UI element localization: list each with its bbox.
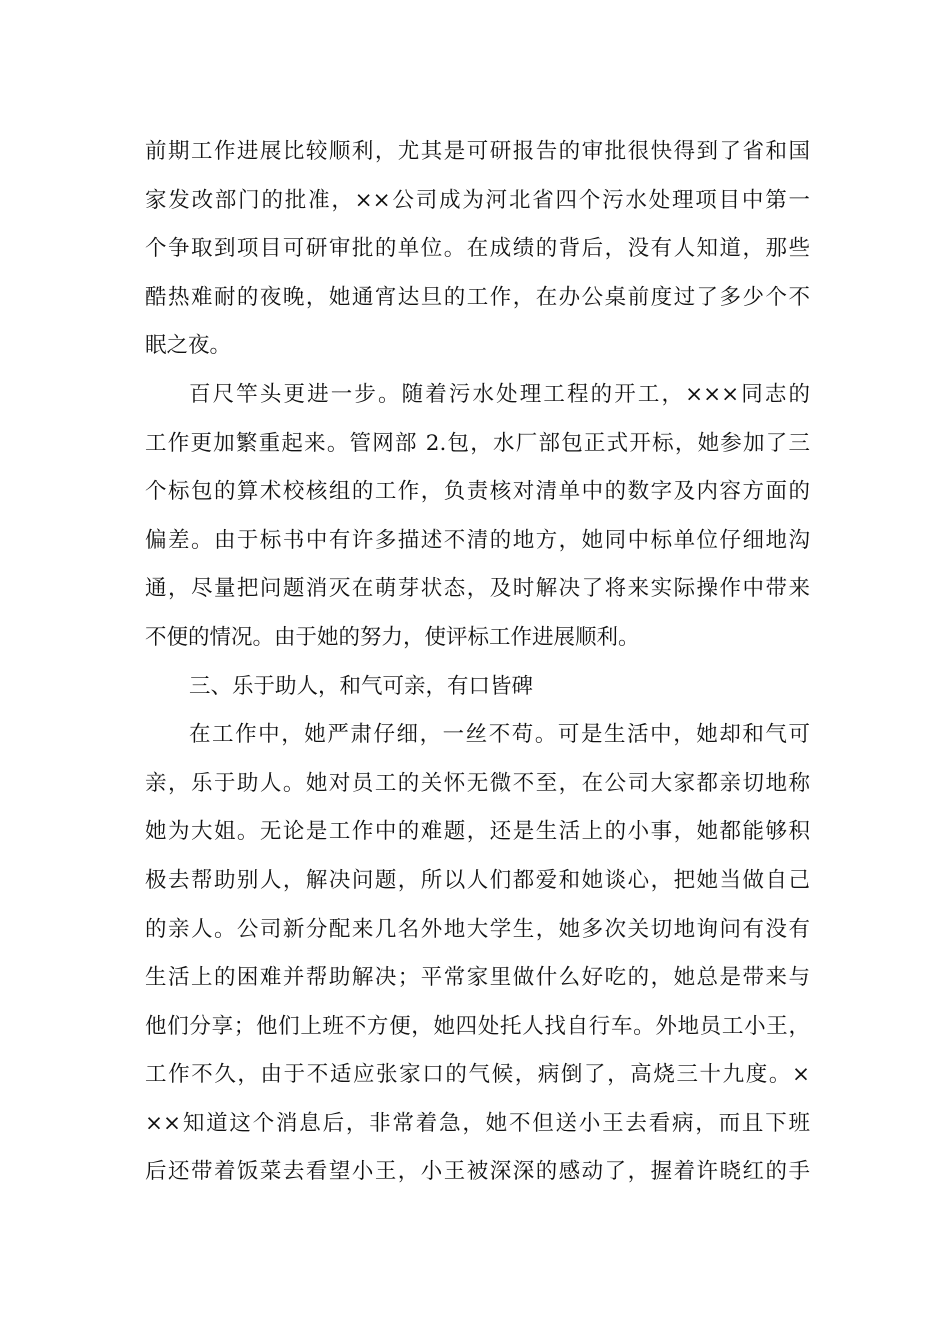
text-line: 亲，乐于助人。她对员工的关怀无微不至，在公司大家都亲切地称 (145, 770, 810, 796)
section-heading: 三、乐于助人，和气可亲，有口皆碑 (189, 673, 534, 699)
text-line: 家发改部门的批准，××公司成为河北省四个污水处理项目中第一 (145, 187, 810, 213)
text-line: 不便的情况。由于她的努力，使评标工作进展顺利。 (145, 624, 640, 650)
text-line: 前期工作进展比较顺利，尤其是可研报告的审批很快得到了省和国 (145, 139, 810, 164)
text-line: 的亲人。公司新分配来几名外地大学生，她多次关切地询问有没有 (145, 916, 810, 942)
text-line: 百尺竿头更进一步。随着污水处理工程的开工，×××同志的 (189, 381, 810, 407)
text-line: 极去帮助别人，解决问题，所以人们都爱和她谈心，把她当做自己 (145, 867, 810, 893)
text-line: 后还带着饭菜去看望小王，小王被深深的感动了，握着许晓红的手 (145, 1159, 810, 1185)
text-line: 他们分享；他们上班不方便，她四处托人找自行车。外地员工小王， (145, 1013, 810, 1039)
document-body (145, 128, 810, 1197)
text-line: 工作不久，由于不适应张家口的气候，病倒了，高烧三十九度。× (145, 1062, 810, 1088)
text-line: 她为大姐。无论是工作中的难题，还是生活上的小事，她都能够积 (145, 819, 810, 845)
text-line: 酷热难耐的夜晚，她通宵达旦的工作，在办公桌前度过了多少个不 (145, 284, 810, 310)
text-line: 眠之夜。 (145, 333, 232, 359)
text-line: 个标包的算术校核组的工作，负责核对清单中的数字及内容方面的 (145, 479, 810, 505)
text-line: ××知道这个消息后，非常着急，她不但送小王去看病，而且下班 (145, 1110, 810, 1136)
text-line: 工作更加繁重起来。管网部 2.包，水厂部包正式开标，她参加了三 (145, 430, 810, 456)
text-line: 偏差。由于标书中有许多描述不清的地方，她同中标单位仔细地沟 (145, 527, 810, 553)
text-line: 在工作中，她严肃仔细，一丝不苟。可是生活中，她却和气可 (189, 722, 810, 748)
text-line: 生活上的困难并帮助解决；平常家里做什么好吃的，她总是带来与 (145, 965, 810, 991)
text-line: 个争取到项目可研审批的单位。在成绩的背后，没有人知道，那些 (145, 236, 810, 262)
text-line: 通，尽量把问题消灭在萌芽状态，及时解决了将来实际操作中带来 (145, 576, 810, 602)
